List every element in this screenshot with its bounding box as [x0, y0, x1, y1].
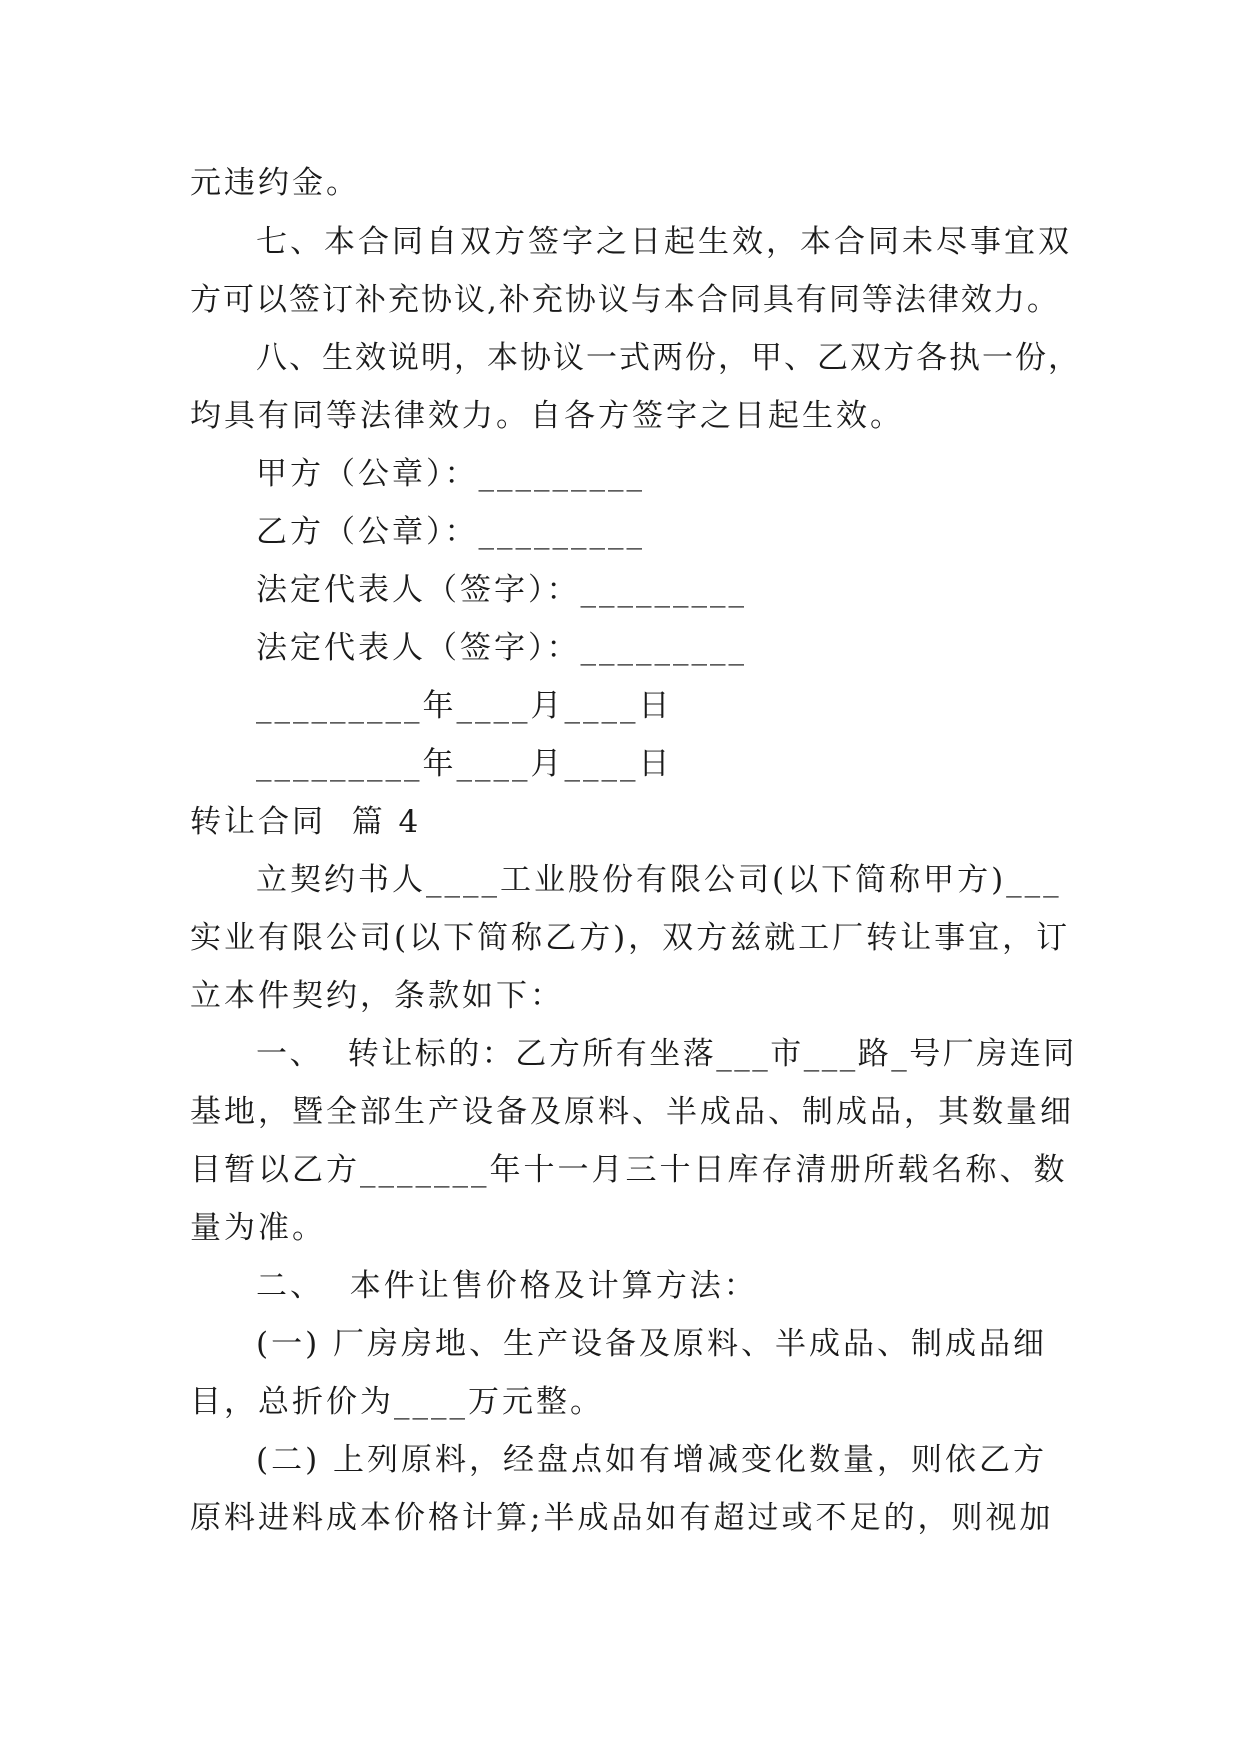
date-line: _________年____月____日 [256, 746, 673, 782]
text-line: 元违约金。 [190, 165, 360, 201]
text-line: 均具有同等法律效力。自各方签字之日起生效。 [190, 398, 904, 434]
text-line: 七、本合同自双方签字之日起生效，本合同未尽事宜双 [256, 224, 1072, 260]
signature-line-legal-rep: 法定代表人（签字）：_________ [256, 572, 747, 608]
signature-line-party-a: 甲方（公章）：_________ [256, 456, 645, 492]
text-line: (二) 上列原料，经盘点如有增减变化数量，则依乙方 [256, 1442, 1048, 1478]
text-line: 目，总折价为____万元整。 [190, 1384, 604, 1420]
text-line: 实业有限公司(以下简称乙方)，双方兹就工厂转让事宜，订 [190, 920, 1071, 956]
text-line: 基地，暨全部生产设备及原料、半成品、制成品，其数量细 [190, 1094, 1074, 1130]
text-line: (一) 厂房房地、生产设备及原料、半成品、制成品细 [256, 1326, 1048, 1362]
text-line: 立契约书人____工业股份有限公司(以下简称甲方)___ [256, 862, 1062, 898]
text-line: 立本件契约，条款如下： [190, 978, 564, 1014]
date-line: _________年____月____日 [256, 688, 673, 724]
text-line: 方可以签订补充协议,补充协议与本合同具有同等法律效力。 [190, 282, 1060, 318]
section-heading: 转让合同 篇 4 [190, 804, 422, 840]
text-line: 量为准。 [190, 1210, 326, 1246]
signature-line-party-b: 乙方（公章）：_________ [256, 514, 645, 550]
text-line: 原料进料成本价格计算;半成品如有超过或不足的，则视加 [190, 1500, 1054, 1536]
text-line: 一、 转让标的：乙方所有坐落___市___路_号厂房连同 [256, 1036, 1077, 1072]
text-line: 目暂以乙方_______年十一月三十日库存清册所载名称、数 [190, 1152, 1068, 1188]
text-line: 八、生效说明，本协议一式两份，甲、乙双方各执一份， [256, 340, 1081, 376]
signature-line-legal-rep: 法定代表人（签字）：_________ [256, 630, 747, 666]
text-line: 二、 本件让售价格及计算方法： [256, 1268, 758, 1304]
